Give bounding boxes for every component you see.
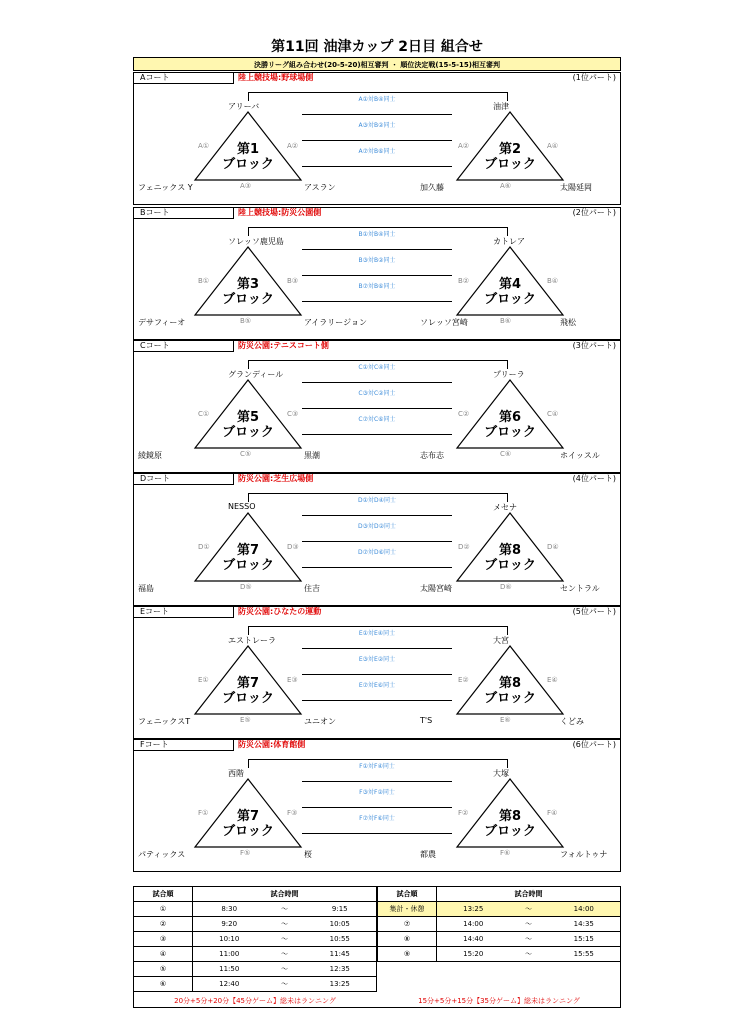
slot-label: B③: [287, 277, 299, 285]
time-separator: 〜: [509, 947, 547, 962]
end-time: 15:55: [548, 947, 621, 962]
slot-label: F②: [458, 809, 469, 817]
court-venue: 防災公園:芝生広場側: [238, 474, 314, 483]
block-name-line: 第4: [498, 277, 522, 292]
match-line: [302, 700, 452, 701]
team-top-right: プリーラ: [493, 370, 525, 379]
block-name-line: 第7: [236, 676, 260, 691]
match-label: C⑦対C⑥同士: [358, 416, 396, 423]
block-name-line: ブロック: [222, 157, 274, 172]
schedule-row: [134, 932, 377, 947]
match-number: ⑥: [134, 977, 193, 992]
slot-label: A③: [240, 182, 252, 190]
slot-label: C③: [287, 410, 299, 418]
court-rank: (6位パート): [572, 740, 616, 749]
start-time: 8:30: [193, 902, 266, 917]
match-number: ⑨: [378, 947, 437, 962]
slot-label: A④: [547, 142, 559, 150]
block-name-line: 第1: [236, 142, 260, 157]
schedule-row: [134, 917, 377, 932]
schedule-right-table: [377, 886, 621, 962]
header-bar: 決勝リーグ組み合わせ(20-5-20)相互審判 ・ 順位決定戦(15-5-15)相互審判: [133, 57, 621, 71]
team-top-left: グランディール: [228, 370, 284, 379]
team-bottom-right-2: ホイッスル: [560, 451, 600, 460]
team-top-right: 油津: [493, 102, 509, 111]
court-label: Fコート: [134, 739, 234, 751]
slot-label: C②: [458, 410, 470, 418]
match-line: [302, 781, 452, 782]
start-time: 11:00: [193, 947, 266, 962]
team-top-left: ソレッソ鹿児島: [228, 237, 284, 246]
team-top-right: メセナ: [493, 503, 517, 512]
team-bottom-right-1: 都農: [420, 850, 436, 859]
slot-label: E⑥: [500, 716, 511, 724]
team-bottom-left-1: デサフィーオ: [138, 318, 186, 327]
start-time: 12:40: [193, 977, 266, 992]
team-bottom-right-2: フォルトゥナ: [560, 850, 608, 859]
match-label: D①対D④同士: [358, 497, 396, 504]
match-line: [302, 140, 452, 141]
match-number: ②: [134, 917, 193, 932]
slot-label: A⑥: [500, 182, 512, 190]
block-name-line: 第7: [236, 809, 260, 824]
court-venue: 防災公園:ひなたの運動: [238, 607, 322, 616]
match-line: [302, 807, 452, 808]
match-label: E⑦対E⑥同士: [358, 682, 396, 689]
schedule-row: [134, 947, 377, 962]
slot-label: B④: [547, 277, 559, 285]
schedule-row: [134, 902, 377, 917]
team-top-left: NESSO: [228, 502, 256, 511]
court-label: Cコート: [134, 340, 234, 352]
match-line: [302, 833, 452, 834]
slot-label: E①: [198, 676, 209, 684]
time-separator: 〜: [265, 902, 303, 917]
court-venue: 陸上競技場:防災公園側: [238, 208, 322, 217]
match-label: B③対B②同士: [358, 257, 396, 264]
block-name-line: ブロック: [222, 691, 274, 706]
match-line: [302, 515, 452, 516]
match-number: ⑤: [134, 962, 193, 977]
schedule-row: [378, 902, 621, 917]
end-time: 12:35: [304, 962, 377, 977]
page-title: 第11回 油津カップ 2日目 組合せ: [271, 39, 483, 55]
court-venue: 陸上競技場:野球場側: [238, 73, 314, 82]
block-name-line: 第8: [498, 543, 522, 558]
slot-label: A②: [287, 142, 299, 150]
slot-label: B⑥: [500, 317, 512, 325]
team-top-left: 西階: [228, 769, 244, 778]
slot-label: F⑤: [240, 849, 251, 857]
team-bottom-left-1: パティックス: [138, 850, 186, 859]
team-bottom-left-1: 福島: [138, 584, 154, 593]
court-rank: (3位パート): [572, 341, 616, 350]
block-name-line: ブロック: [222, 292, 274, 307]
end-time: 13:25: [304, 977, 377, 992]
schedule-row: [378, 932, 621, 947]
team-bottom-left-2: アイラリージョン: [304, 318, 367, 327]
match-line: [302, 166, 452, 167]
end-time: 10:55: [304, 932, 377, 947]
start-time: 9:20: [193, 917, 266, 932]
block-name-line: ブロック: [222, 558, 274, 573]
end-time: 15:15: [548, 932, 621, 947]
team-bottom-right-1: 志布志: [420, 451, 444, 460]
team-top-right: 大塚: [493, 769, 509, 778]
start-time: 14:00: [437, 917, 510, 932]
slot-label: A①: [198, 142, 210, 150]
slot-label: D④: [547, 543, 559, 551]
end-time: 10:05: [304, 917, 377, 932]
court-label: Eコート: [134, 606, 234, 618]
match-line: [302, 541, 452, 542]
match-number: ①: [134, 902, 193, 917]
match-label: C①対C④同士: [358, 364, 396, 371]
court-rank: (2位パート): [572, 208, 616, 217]
team-bottom-right-1: T'S: [420, 716, 433, 725]
team-bottom-right-2: 太陽延岡: [560, 183, 592, 192]
match-label: E①対E④同士: [358, 630, 396, 637]
end-time: 11:45: [304, 947, 377, 962]
time-separator: 〜: [265, 962, 303, 977]
slot-label: D①: [198, 543, 210, 551]
schedule-row: [134, 962, 377, 977]
schedule-note-right: 15分+5分+15分【35分ゲーム】総未はランニング: [418, 997, 580, 1005]
slot-label: C④: [547, 410, 559, 418]
block-name-line: 第5: [236, 410, 260, 425]
team-bottom-left-2: 黒潮: [304, 451, 320, 460]
block-name-line: ブロック: [222, 425, 274, 440]
block-name-line: 第2: [498, 142, 522, 157]
slot-label: F④: [547, 809, 558, 817]
match-line: [302, 408, 452, 409]
slot-label: C①: [198, 410, 210, 418]
slot-label: A②: [458, 142, 470, 150]
match-number: ④: [134, 947, 193, 962]
block-name-line: ブロック: [484, 425, 536, 440]
block-name-line: ブロック: [484, 558, 536, 573]
slot-label: B②: [458, 277, 470, 285]
team-bottom-right-2: セントラル: [560, 584, 600, 593]
schedule-row: [134, 977, 377, 992]
team-bottom-right-2: 飛松: [560, 318, 576, 327]
start-time: 15:20: [437, 947, 510, 962]
court-rank: (5位パート): [572, 607, 616, 616]
time-separator: 〜: [265, 932, 303, 947]
team-bottom-left-2: アスラン: [304, 183, 336, 192]
match-label: A⑦対B⑥同士: [358, 148, 396, 155]
team-bottom-left-2: 桜: [304, 850, 312, 859]
team-top-right: 大宮: [493, 636, 509, 645]
match-label: F③対F②同士: [359, 789, 395, 796]
slot-label: B⑤: [240, 317, 252, 325]
block-name-line: ブロック: [484, 157, 536, 172]
match-label: B①対B④同士: [358, 231, 396, 238]
match-line: [302, 648, 452, 649]
schedule-left-table: [133, 886, 377, 992]
match-line: [302, 249, 452, 250]
team-bottom-right-1: ソレッソ宮崎: [420, 318, 468, 327]
court-label: Dコート: [134, 473, 234, 485]
block-name-line: 第8: [498, 676, 522, 691]
block-name-line: ブロック: [484, 292, 536, 307]
match-line: [302, 114, 452, 115]
start-time: 13:25: [437, 902, 510, 917]
slot-label: F⑥: [500, 849, 511, 857]
start-time: 14:40: [437, 932, 510, 947]
schedule-row: [378, 917, 621, 932]
match-label: F⑦対F⑥同士: [359, 815, 395, 822]
match-label: F①対F④同士: [359, 763, 395, 770]
slot-label: D②: [458, 543, 470, 551]
match-label: C③対C②同士: [358, 390, 396, 397]
team-bottom-left-1: フェニックス Y: [138, 183, 193, 192]
slot-label: D⑤: [240, 583, 252, 591]
start-time: 11:50: [193, 962, 266, 977]
team-bottom-right-1: 太陽宮崎: [420, 584, 452, 593]
team-top-left: エストレーラ: [228, 636, 276, 645]
match-label: D③対D②同士: [358, 523, 396, 530]
header-match-order: 試合順: [378, 887, 437, 902]
team-top-right: カトレア: [493, 237, 525, 246]
schedule-note-left: 20分+5分+20分【45分ゲーム】総未はランニング: [174, 997, 336, 1005]
header-match-time: 試合時間: [193, 887, 377, 902]
time-separator: 〜: [265, 917, 303, 932]
court-label: Aコート: [134, 72, 234, 84]
block-name-line: ブロック: [484, 824, 536, 839]
match-label: B⑦対B⑥同士: [358, 283, 396, 290]
match-number: ⑦: [378, 917, 437, 932]
block-name-line: 第7: [236, 543, 260, 558]
match-line: [302, 275, 452, 276]
match-label: E③対E②同士: [358, 656, 396, 663]
slot-label: D③: [287, 543, 299, 551]
slot-label: F③: [287, 809, 298, 817]
slot-label: E④: [547, 676, 558, 684]
match-label: A③対B②同士: [358, 122, 396, 129]
team-bottom-left-1: フェニックスT: [138, 717, 191, 726]
team-bottom-left-2: 住吉: [304, 584, 320, 593]
slot-label: B①: [198, 277, 210, 285]
team-bottom-right-2: くどみ: [560, 717, 584, 726]
court-venue: 防災公園:テニスコート側: [238, 341, 329, 350]
slot-label: E③: [287, 676, 298, 684]
end-time: 14:35: [548, 917, 621, 932]
time-separator: 〜: [509, 932, 547, 947]
block-name-line: 第3: [236, 277, 260, 292]
match-number: ③: [134, 932, 193, 947]
block-name-line: 第8: [498, 809, 522, 824]
court-venue: 防災公園:体育館側: [238, 740, 306, 749]
court-rank: (4位パート): [572, 474, 616, 483]
slot-label: C⑥: [500, 450, 512, 458]
end-time: 9:15: [304, 902, 377, 917]
slot-label: E⑤: [240, 716, 251, 724]
match-line: [302, 567, 452, 568]
match-number: ⑧: [378, 932, 437, 947]
header-match-time: 試合時間: [437, 887, 621, 902]
slot-label: C⑤: [240, 450, 252, 458]
team-bottom-left-2: ユニオン: [304, 717, 336, 726]
end-time: 14:00: [548, 902, 621, 917]
match-label: A①対B④同士: [358, 96, 396, 103]
team-top-left: アリーバ: [228, 102, 260, 111]
block-name-line: ブロック: [222, 824, 274, 839]
court-label: Bコート: [134, 207, 234, 219]
match-line: [302, 434, 452, 435]
time-separator: 〜: [509, 917, 547, 932]
time-separator: 〜: [509, 902, 547, 917]
schedule-row: [378, 947, 621, 962]
time-separator: 〜: [265, 977, 303, 992]
match-line: [302, 674, 452, 675]
team-bottom-right-1: 加久藤: [420, 183, 444, 192]
team-bottom-left-1: 綾鏡原: [138, 451, 162, 460]
time-separator: 〜: [265, 947, 303, 962]
slot-label: F①: [198, 809, 209, 817]
court-rank: (1位パート): [572, 73, 616, 82]
header-match-order: 試合順: [134, 887, 193, 902]
block-name-line: ブロック: [484, 691, 536, 706]
slot-label: D⑥: [500, 583, 512, 591]
match-line: [302, 301, 452, 302]
slot-label: E②: [458, 676, 469, 684]
match-label: D⑦対D⑥同士: [358, 549, 396, 556]
match-line: [302, 382, 452, 383]
match-number: 集計・休憩: [378, 902, 437, 917]
start-time: 10:10: [193, 932, 266, 947]
block-name-line: 第6: [498, 410, 522, 425]
